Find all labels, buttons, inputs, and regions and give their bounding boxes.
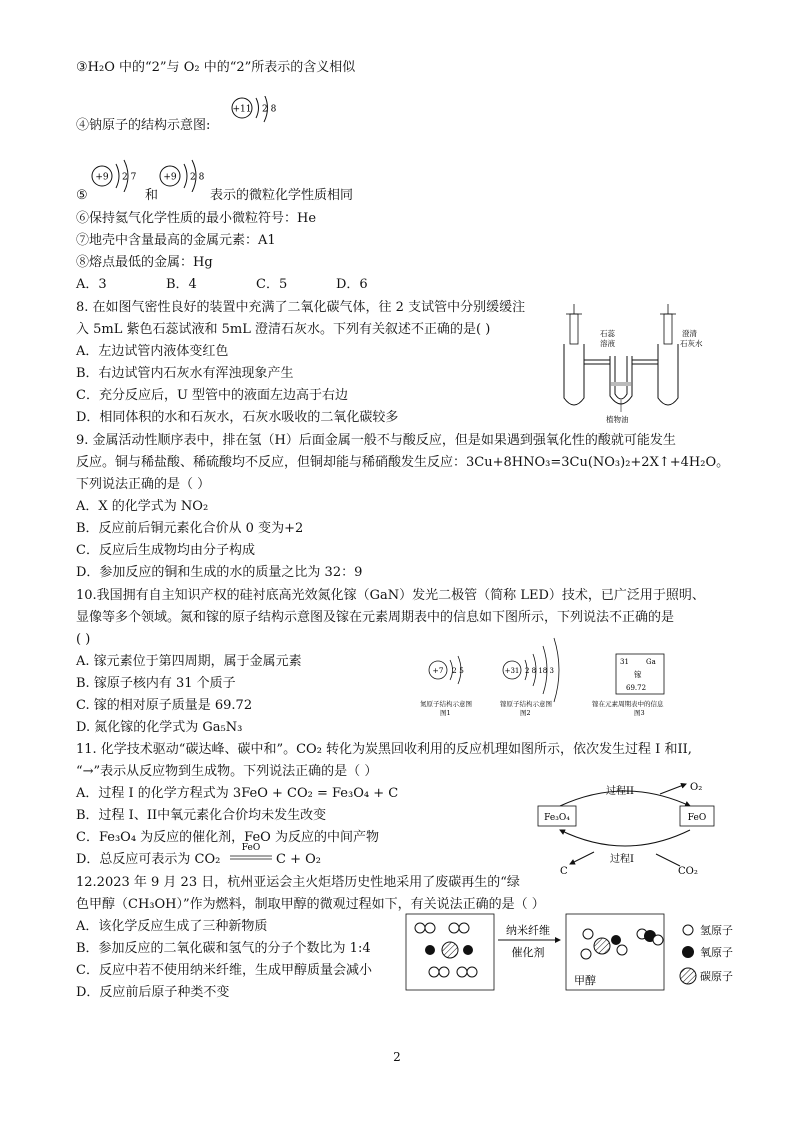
q8-option-a: A．左边试管内液体变红色: [76, 344, 229, 359]
product-label-methanol: 甲醇: [574, 974, 596, 987]
svg-text:+31: +31: [504, 667, 520, 675]
item-7: ⑦地壳中含量最高的金属元素：A1: [76, 233, 276, 248]
q8-stem-1: 8. 在如图气密性良好的装置中充满了二氧化碳气体，往 2 支试管中分别缓缓注: [76, 300, 526, 315]
arrow-label-catalyst: 催化剂: [511, 946, 545, 959]
svg-text:+9: +9: [95, 172, 109, 183]
svg-text:31: 31: [620, 658, 629, 666]
legend-hydrogen: 氢原子: [700, 924, 733, 937]
item-4: ④钠原子的结构示意图:: [76, 118, 211, 133]
q10-stem-3: ( ): [76, 632, 91, 647]
item-5-and: 和: [145, 188, 159, 203]
svg-text:+9: +9: [163, 172, 177, 183]
label-vegetable-oil: 植物油: [606, 415, 629, 424]
q10-option-a: A. 镓元素位于第四周期，属于金属元素: [76, 654, 302, 669]
item-3: ③H₂O 中的“2”与 O₂ 中的“2”所表示的含义相似: [76, 60, 356, 75]
q9-option-a: A．X 的化学式为 NO₂: [76, 499, 209, 514]
svg-text:C: C: [560, 866, 568, 877]
label-litmus-2: 溶液: [600, 339, 615, 348]
q11-option-d-pre: D．总反应可表示为 CO₂: [76, 852, 221, 867]
svg-text:2 7: 2 7: [122, 172, 137, 183]
svg-text:69.72: 69.72: [626, 684, 647, 692]
q10-stem-2: 显像等多个领域。氮和镓的原子结构示意图及镓在元素周期表中的信息如下图所示，下列说法不正确的是: [76, 610, 675, 625]
item-6: ⑥保持氦气化学性质的最小微粒符号：He: [76, 211, 317, 226]
q12-stem-2: 色甲醇（CH₃OH）”作为燃料，制取甲醇的微观过程如下，有关说法正确的是（ ）: [76, 897, 545, 912]
legend-carbon: 碳原子: [700, 970, 733, 983]
u-tube-apparatus-figure: [548, 300, 718, 426]
na-nucleus: +11: [232, 104, 252, 115]
fluoride-ion-diagram: [156, 152, 216, 192]
gallium-atom-figure: [498, 622, 588, 716]
page-number: 2: [393, 1050, 401, 1064]
fluorine-atom-diagram: [88, 152, 148, 192]
svg-text:过程II: 过程II: [606, 786, 634, 797]
q10-stem-1: 10.我国拥有自主知识产权的硅衬底高光效氮化镓（GaN）发光二极管（简称 LED）技术，已广泛用于照明、: [76, 588, 705, 603]
svg-text:2 5: 2 5: [452, 666, 464, 675]
methanol-synthesis-figure: [404, 910, 756, 1000]
q10-option-b: B. 镓原子核内有 31 个质子: [76, 676, 236, 691]
q8-stem-2: 入 5mL 紫色石蕊试液和 5mL 澄清石灰水。下列有关叙述不正确的是( ): [76, 322, 491, 337]
svg-text:+7: +7: [432, 666, 444, 675]
svg-text:O₂: O₂: [690, 782, 703, 793]
svg-text:图2: 图2: [520, 709, 531, 716]
iron-oxide-cycle-figure: [530, 780, 730, 880]
label-litmus-1: 石蕊: [600, 329, 615, 338]
q12-option-b: B．参加反应的二氧化碳和氢气的分子个数比为 1:4: [76, 941, 371, 956]
q9-stem-2: 反应。铜与稀盐酸、稀硫酸均不反应，但铜却能与稀硝酸发生反应：3Cu+8HNO₃=3Cu(NO₃)₂+2X↑+4H₂O。: [76, 455, 730, 470]
q12-stem-1: 12.2023 年 9 月 23 日，杭州亚运会主火炬塔历史性地采用了废碳再生的“绿: [76, 875, 520, 890]
q11-stem-1: 11. 化学技术驱动“碳达峰、碳中和”。CO₂ 转化为炭黑回收利用的反应机理如图所示，依次发生过程 I 和II,: [76, 742, 692, 757]
svg-text:图3: 图3: [634, 709, 645, 716]
caption-fig1: 氮原子结构示意图: [420, 700, 472, 708]
q7-option-c: C．5: [256, 277, 288, 292]
svg-text:Fe₃O₄: Fe₃O₄: [544, 813, 570, 823]
item-5-suffix: 表示的微粒化学性质相同: [210, 188, 354, 203]
label-limewater-1: 澄清: [682, 329, 697, 338]
q7-option-a: A．3: [76, 277, 107, 292]
q7-option-b: B．4: [166, 277, 197, 292]
q7-option-d: D．6: [336, 277, 368, 292]
q12-option-a: A．该化学反应生成了三种新物质: [76, 919, 268, 934]
catalyst-arrow: [228, 840, 274, 870]
arrow-label-nanofiber: 纳米纤维: [506, 924, 550, 937]
svg-text:FeO: FeO: [241, 843, 261, 853]
label-limewater-2: 石灰水: [680, 339, 703, 348]
q9-option-d: D．参加反应的铜和生成的水的质量之比为 32：9: [76, 565, 363, 580]
sodium-atom-diagram: [228, 96, 288, 138]
q9-stem-3: 下列说法正确的是（ ）: [76, 477, 211, 492]
q12-option-d: D．反应前后原子种类不变: [76, 985, 230, 1000]
q9-option-c: C．反应后生成物均由分子构成: [76, 543, 255, 558]
q10-option-d: D. 氮化镓的化学式为 Ga₅N₃: [76, 720, 243, 735]
item-5-prefix: ⑤: [76, 188, 88, 203]
q11-stem-2: “→”表示从反应物到生成物。下列说法正确的是（ ）: [76, 764, 378, 779]
svg-text:CO₂: CO₂: [678, 866, 698, 877]
svg-text:图1: 图1: [440, 709, 451, 716]
svg-text:FeO: FeO: [687, 813, 707, 823]
q11-option-a: A．过程 I 的化学方程式为 3FeO + CO₂ = Fe₃O₄ + C: [76, 786, 399, 801]
q8-option-d: D．相同体积的水和石灰水，石灰水吸收的二氧化碳较多: [76, 410, 399, 425]
svg-text:过程I: 过程I: [610, 854, 634, 865]
legend-oxygen: 氧原子: [700, 946, 733, 959]
item-8: ⑧熔点最低的金属：Hg: [76, 255, 213, 270]
q9-option-b: B．反应前后铜元素化合价从 0 变为+2: [76, 521, 304, 536]
q9-stem-1: 9. 金属活动性顺序表中，排在氢（H）后面金属一般不与酸反应，但是如果遇到强氧化性的酸就可能发生: [76, 433, 676, 448]
nitrogen-atom-figure: [418, 630, 498, 716]
svg-text:2 8: 2 8: [190, 172, 205, 183]
caption-fig3: 镓在元素周期表中的信息: [592, 700, 664, 708]
svg-text:2 8 18 3: 2 8 18 3: [525, 667, 554, 675]
q11-option-d-post: C + O₂: [276, 852, 321, 867]
svg-text:Ga: Ga: [646, 658, 656, 666]
na-shells: 2 8: [262, 104, 277, 115]
q11-option-b: B．过程 I、II中氧元素化合价均未发生改变: [76, 808, 327, 823]
q11-option-c: C．Fe₃O₄ 为反应的催化剂，FeO 为反应的中间产物: [76, 830, 379, 845]
gallium-periodic-cell-figure: [590, 650, 710, 716]
q8-option-c: C．充分反应后，U 型管中的液面左边高于右边: [76, 388, 349, 403]
caption-fig2: 镓原子结构示意图: [500, 700, 552, 708]
q8-option-b: B．右边试管内石灰水有浑浊现象产生: [76, 366, 294, 381]
q10-option-c: C. 镓的相对原子质量是 69.72: [76, 698, 253, 713]
svg-text:镓: 镓: [634, 670, 642, 679]
q12-option-c: C．反应中若不使用纳米纤维，生成甲醇质量会减小: [76, 963, 372, 978]
